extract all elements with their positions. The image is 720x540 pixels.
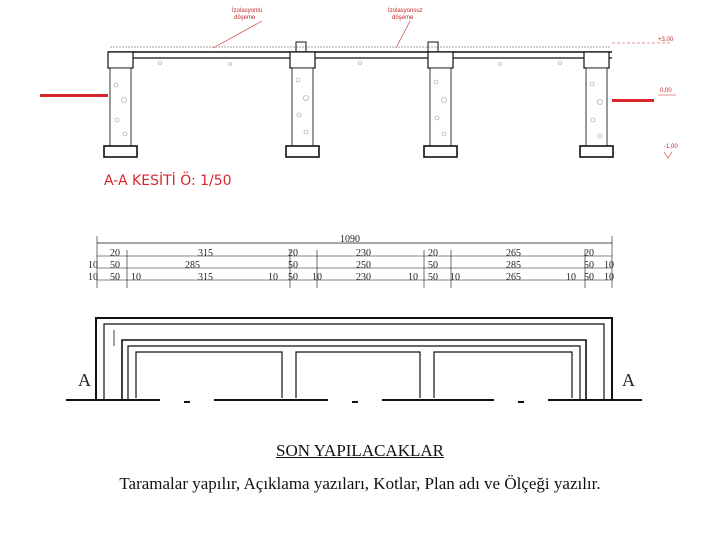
- dim-r2-1: 50: [110, 260, 120, 271]
- beam-1: [108, 52, 133, 68]
- dim-r2-5: 50: [428, 260, 438, 271]
- section-mark-left: A: [78, 370, 91, 390]
- level-top: +3,00: [658, 37, 674, 43]
- dim-r1-5: 265: [506, 248, 521, 259]
- room-2: [296, 352, 420, 398]
- dim-r3-14: 10: [604, 272, 614, 283]
- dim-r2-4: 250: [356, 260, 371, 271]
- ground-line-right: [612, 99, 654, 102]
- callout-insulated-slab-line2: döşeme: [234, 15, 256, 21]
- callout-insulated-slab-line1: İzolasyonlu: [232, 8, 263, 14]
- beam-2: [290, 52, 315, 68]
- inner-wall: [122, 340, 586, 400]
- section-cut-line: [66, 400, 642, 402]
- dim-r1-2: 20: [288, 248, 298, 259]
- footing-1: [104, 146, 137, 157]
- dim-r3-3: 315: [198, 272, 213, 283]
- dim-r1-0: 20: [110, 248, 120, 259]
- todo-text: Taramalar yapılır, Açıklama yazıları, Kotlar, Plan adı ve Ölçeği yazılır.: [119, 474, 601, 493]
- section-view: [40, 7, 678, 189]
- inner-wall-inner: [128, 346, 580, 400]
- dim-r3-8: 10: [408, 272, 418, 283]
- dim-r3-12: 10: [566, 272, 576, 283]
- callout-leader-left: [213, 21, 262, 48]
- dim-r3-10: 10: [450, 272, 460, 283]
- outer-wall-inner: [104, 324, 604, 400]
- dim-r2-3: 50: [288, 260, 298, 271]
- column-4: [586, 68, 607, 146]
- callout-leader-right: [396, 21, 410, 48]
- dim-total: 1090: [340, 234, 360, 245]
- plan-view: [96, 318, 612, 400]
- dim-r2-8: 10: [604, 260, 614, 271]
- beam-3: [428, 52, 453, 68]
- todo-title: SON YAPILACAKLAR: [276, 441, 444, 460]
- dim-r3-7: 230: [356, 272, 371, 283]
- beam-4: [584, 52, 609, 68]
- concrete-hatch: [114, 62, 603, 139]
- section-mark-right: A: [622, 370, 635, 390]
- dim-r1-4: 20: [428, 248, 438, 259]
- dim-r3-4: 10: [268, 272, 278, 283]
- dim-r1-6: 20: [584, 248, 594, 259]
- dim-r2-2: 285: [185, 260, 200, 271]
- dim-r2-0: 10: [88, 260, 98, 271]
- dim-r3-2: 10: [131, 272, 141, 283]
- ground-line-left: [40, 94, 108, 97]
- column-3: [430, 68, 451, 146]
- dim-r3-1: 50: [110, 272, 120, 283]
- dim-r3-13: 50: [584, 272, 594, 283]
- dim-r3-11: 265: [506, 272, 521, 283]
- dim-r2-7: 50: [584, 260, 594, 271]
- dim-r3-6: 10: [312, 272, 322, 283]
- footing-3: [424, 146, 457, 157]
- level-zero: 0,00: [660, 88, 672, 94]
- dim-r3-0: 10: [88, 272, 98, 283]
- column-1: [110, 68, 131, 146]
- dim-r3-5: 50: [288, 272, 298, 283]
- footing-2: [286, 146, 319, 157]
- room-3: [434, 352, 572, 398]
- outer-wall-outer: [96, 318, 612, 400]
- dim-r1-1: 315: [198, 248, 213, 259]
- plan-dimensions: [88, 234, 614, 288]
- room-1: [136, 352, 282, 398]
- footing-4: [580, 146, 613, 157]
- dim-r2-6: 285: [506, 260, 521, 271]
- callout-uninsulated-slab-line2: döşeme: [392, 15, 414, 21]
- callout-uninsulated-slab-line1: İzolasyonsuz: [388, 8, 423, 14]
- section-title: A-A KESİTİ Ö: 1/50: [104, 173, 232, 189]
- dim-r1-3: 230: [356, 248, 371, 259]
- column-2: [292, 68, 313, 146]
- level-bottom: -1,00: [664, 144, 678, 150]
- dim-r3-9: 50: [428, 272, 438, 283]
- level-marker-bottom: [664, 152, 672, 158]
